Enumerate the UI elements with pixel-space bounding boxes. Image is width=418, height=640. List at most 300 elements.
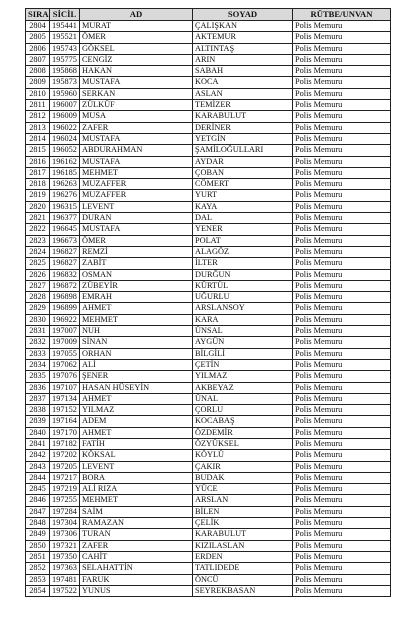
header-row bbox=[26, 9, 391, 21]
cell-sira: 2850 bbox=[26, 540, 50, 551]
cell-rutbe-unvan: Polis Memuru bbox=[293, 32, 391, 43]
cell-sira: 2816 bbox=[26, 156, 50, 167]
cell-sira: 2805 bbox=[26, 32, 50, 43]
table-row bbox=[26, 133, 391, 144]
cell-ad: MUSTAFA bbox=[80, 77, 193, 88]
cell-sira: 2811 bbox=[26, 100, 50, 111]
cell-sicil: 196024 bbox=[50, 133, 80, 144]
cell-sicil: 197152 bbox=[50, 405, 80, 416]
cell-ad: MURAT bbox=[80, 21, 193, 32]
cell-sira: 2831 bbox=[26, 326, 50, 337]
cell-sira: 2846 bbox=[26, 495, 50, 506]
cell-soyad: İLTER bbox=[193, 258, 293, 269]
table-row bbox=[26, 213, 391, 224]
cell-sira: 2849 bbox=[26, 529, 50, 540]
cell-ad: FARUK bbox=[80, 574, 193, 585]
cell-sira: 2817 bbox=[26, 167, 50, 178]
cell-rutbe-unvan: Polis Memuru bbox=[293, 54, 391, 65]
cell-soyad: DERİNER bbox=[193, 122, 293, 133]
cell-sira: 2847 bbox=[26, 506, 50, 517]
cell-ad: ORHAN bbox=[80, 348, 193, 359]
table-row bbox=[26, 495, 391, 506]
cell-soyad: ÇETİN bbox=[193, 359, 293, 370]
table-row bbox=[26, 190, 391, 201]
cell-sicil: 197217 bbox=[50, 472, 80, 483]
table-row bbox=[26, 258, 391, 269]
cell-sicil: 197363 bbox=[50, 563, 80, 574]
cell-rutbe-unvan: Polis Memuru bbox=[293, 540, 391, 551]
cell-ad: SERKAN bbox=[80, 88, 193, 99]
cell-soyad: KARABULUT bbox=[193, 529, 293, 540]
cell-ad: MEHMET bbox=[80, 495, 193, 506]
cell-rutbe-unvan: Polis Memuru bbox=[293, 21, 391, 32]
table-row bbox=[26, 574, 391, 585]
table-row bbox=[26, 427, 391, 438]
cell-soyad: CÖMERT bbox=[193, 179, 293, 190]
cell-soyad: ÇELİK bbox=[193, 518, 293, 529]
cell-rutbe-unvan: Polis Memuru bbox=[293, 574, 391, 585]
cell-sira: 2829 bbox=[26, 303, 50, 314]
cell-soyad: KAYA bbox=[193, 201, 293, 212]
cell-ad: SAİM bbox=[80, 506, 193, 517]
cell-sira: 2819 bbox=[26, 190, 50, 201]
cell-rutbe-unvan: Polis Memuru bbox=[293, 88, 391, 99]
cell-soyad: ALTINTAŞ bbox=[193, 43, 293, 54]
cell-sira: 2814 bbox=[26, 133, 50, 144]
cell-soyad: BUDAK bbox=[193, 472, 293, 483]
cell-rutbe-unvan: Polis Memuru bbox=[293, 359, 391, 370]
cell-ad: CENGİZ bbox=[80, 54, 193, 65]
table-row bbox=[26, 269, 391, 280]
cell-soyad: UĞURLU bbox=[193, 292, 293, 303]
cell-soyad: KÜRTÜL bbox=[193, 280, 293, 291]
cell-rutbe-unvan: Polis Memuru bbox=[293, 337, 391, 348]
cell-soyad: ARSLANSOY bbox=[193, 303, 293, 314]
cell-sicil: 196315 bbox=[50, 201, 80, 212]
cell-ad: DURAN bbox=[80, 213, 193, 224]
cell-rutbe-unvan: Polis Memuru bbox=[293, 450, 391, 461]
cell-ad: TURAN bbox=[80, 529, 193, 540]
cell-rutbe-unvan: Polis Memuru bbox=[293, 201, 391, 212]
cell-sicil: 197481 bbox=[50, 574, 80, 585]
cell-rutbe-unvan: Polis Memuru bbox=[293, 111, 391, 122]
cell-ad: MUZAFFER bbox=[80, 190, 193, 201]
table-row bbox=[26, 167, 391, 178]
cell-sira: 2837 bbox=[26, 393, 50, 404]
cell-sicil: 197522 bbox=[50, 585, 80, 596]
table-row bbox=[26, 450, 391, 461]
table-row bbox=[26, 371, 391, 382]
cell-rutbe-unvan: Polis Memuru bbox=[293, 393, 391, 404]
cell-soyad: TATLIDEDE bbox=[193, 563, 293, 574]
cell-rutbe-unvan: Polis Memuru bbox=[293, 224, 391, 235]
cell-sicil: 195873 bbox=[50, 77, 80, 88]
cell-ad: ALİ bbox=[80, 359, 193, 370]
table-row bbox=[26, 438, 391, 449]
cell-rutbe-unvan: Polis Memuru bbox=[293, 213, 391, 224]
cell-sicil: 197350 bbox=[50, 551, 80, 562]
cell-soyad: KOCA bbox=[193, 77, 293, 88]
cell-ad: SİNAN bbox=[80, 337, 193, 348]
cell-soyad: KARABULUT bbox=[193, 111, 293, 122]
cell-rutbe-unvan: Polis Memuru bbox=[293, 563, 391, 574]
cell-sira: 2835 bbox=[26, 371, 50, 382]
cell-sicil: 196052 bbox=[50, 145, 80, 156]
cell-soyad: ÇAKIR bbox=[193, 461, 293, 472]
cell-rutbe-unvan: Polis Memuru bbox=[293, 506, 391, 517]
cell-rutbe-unvan: Polis Memuru bbox=[293, 258, 391, 269]
cell-sira: 2833 bbox=[26, 348, 50, 359]
cell-soyad: YENER bbox=[193, 224, 293, 235]
cell-rutbe-unvan: Polis Memuru bbox=[293, 66, 391, 77]
cell-sicil: 197107 bbox=[50, 382, 80, 393]
cell-rutbe-unvan: Polis Memuru bbox=[293, 269, 391, 280]
table-row bbox=[26, 529, 391, 540]
cell-sicil: 196898 bbox=[50, 292, 80, 303]
cell-sira: 2843 bbox=[26, 461, 50, 472]
cell-sira: 2818 bbox=[26, 179, 50, 190]
cell-sira: 2832 bbox=[26, 337, 50, 348]
cell-sicil: 197055 bbox=[50, 348, 80, 359]
document-page bbox=[25, 8, 390, 597]
cell-ad: MEHMET bbox=[80, 167, 193, 178]
cell-rutbe-unvan: Polis Memuru bbox=[293, 326, 391, 337]
cell-sicil: 196162 bbox=[50, 156, 80, 167]
header-soyad: SOYAD bbox=[193, 9, 293, 21]
cell-soyad: ÖZDEMİR bbox=[193, 427, 293, 438]
cell-sicil: 197062 bbox=[50, 359, 80, 370]
cell-sira: 2852 bbox=[26, 563, 50, 574]
cell-sira: 2824 bbox=[26, 246, 50, 257]
cell-sicil: 197284 bbox=[50, 506, 80, 517]
cell-sira: 2841 bbox=[26, 438, 50, 449]
cell-sicil: 196185 bbox=[50, 167, 80, 178]
table-header bbox=[26, 9, 391, 21]
cell-rutbe-unvan: Polis Memuru bbox=[293, 551, 391, 562]
table-row bbox=[26, 540, 391, 551]
cell-sira: 2809 bbox=[26, 77, 50, 88]
table-row bbox=[26, 32, 391, 43]
cell-sicil: 197306 bbox=[50, 529, 80, 540]
cell-sicil: 197009 bbox=[50, 337, 80, 348]
cell-sira: 2823 bbox=[26, 235, 50, 246]
header-sira: SIRA bbox=[26, 9, 50, 21]
cell-sicil: 196009 bbox=[50, 111, 80, 122]
cell-rutbe-unvan: Polis Memuru bbox=[293, 77, 391, 88]
cell-ad: ŞENER bbox=[80, 371, 193, 382]
table-row bbox=[26, 145, 391, 156]
table-row bbox=[26, 405, 391, 416]
cell-sira: 2826 bbox=[26, 269, 50, 280]
cell-sicil: 196022 bbox=[50, 122, 80, 133]
cell-ad: ABDURAHMAN bbox=[80, 145, 193, 156]
header-sicil: SİCİL bbox=[50, 9, 80, 21]
cell-soyad: AKTEMUR bbox=[193, 32, 293, 43]
cell-rutbe-unvan: Polis Memuru bbox=[293, 43, 391, 54]
header-ad: AD bbox=[80, 9, 193, 21]
cell-sicil: 197164 bbox=[50, 416, 80, 427]
table-row bbox=[26, 88, 391, 99]
cell-sicil: 197170 bbox=[50, 427, 80, 438]
table-row bbox=[26, 416, 391, 427]
table-row bbox=[26, 111, 391, 122]
cell-rutbe-unvan: Polis Memuru bbox=[293, 382, 391, 393]
table-row bbox=[26, 201, 391, 212]
cell-soyad: YETGİN bbox=[193, 133, 293, 144]
cell-rutbe-unvan: Polis Memuru bbox=[293, 179, 391, 190]
table-row bbox=[26, 122, 391, 133]
table-row bbox=[26, 314, 391, 325]
table-row bbox=[26, 54, 391, 65]
cell-soyad: BİLGİLİ bbox=[193, 348, 293, 359]
cell-rutbe-unvan: Polis Memuru bbox=[293, 518, 391, 529]
cell-rutbe-unvan: Polis Memuru bbox=[293, 585, 391, 596]
cell-rutbe-unvan: Polis Memuru bbox=[293, 472, 391, 483]
cell-sicil: 195960 bbox=[50, 88, 80, 99]
cell-sira: 2840 bbox=[26, 427, 50, 438]
table-row bbox=[26, 179, 391, 190]
cell-soyad: SEYREKBASAN bbox=[193, 585, 293, 596]
cell-soyad: SABAH bbox=[193, 66, 293, 77]
table-row bbox=[26, 472, 391, 483]
cell-sira: 2827 bbox=[26, 280, 50, 291]
cell-sira: 2839 bbox=[26, 416, 50, 427]
cell-sicil: 197134 bbox=[50, 393, 80, 404]
cell-ad: MUSA bbox=[80, 111, 193, 122]
cell-sira: 2822 bbox=[26, 224, 50, 235]
cell-sira: 2848 bbox=[26, 518, 50, 529]
cell-sira: 2838 bbox=[26, 405, 50, 416]
cell-ad: MUSTAFA bbox=[80, 133, 193, 144]
cell-sira: 2830 bbox=[26, 314, 50, 325]
table-row bbox=[26, 551, 391, 562]
cell-sira: 2825 bbox=[26, 258, 50, 269]
cell-soyad: ERDEN bbox=[193, 551, 293, 562]
table-row bbox=[26, 66, 391, 77]
cell-soyad: ARIN bbox=[193, 54, 293, 65]
cell-ad: OSMAN bbox=[80, 269, 193, 280]
cell-sira: 2820 bbox=[26, 201, 50, 212]
cell-rutbe-unvan: Polis Memuru bbox=[293, 292, 391, 303]
cell-rutbe-unvan: Polis Memuru bbox=[293, 484, 391, 495]
table-row bbox=[26, 303, 391, 314]
cell-sira: 2854 bbox=[26, 585, 50, 596]
table-row bbox=[26, 461, 391, 472]
cell-soyad: YURT bbox=[193, 190, 293, 201]
cell-rutbe-unvan: Polis Memuru bbox=[293, 348, 391, 359]
table-row bbox=[26, 43, 391, 54]
personnel-table bbox=[25, 8, 391, 597]
cell-sicil: 196832 bbox=[50, 269, 80, 280]
cell-rutbe-unvan: Polis Memuru bbox=[293, 100, 391, 111]
cell-soyad: YÜCE bbox=[193, 484, 293, 495]
cell-ad: ZAFER bbox=[80, 540, 193, 551]
cell-sicil: 195521 bbox=[50, 32, 80, 43]
cell-sicil: 197304 bbox=[50, 518, 80, 529]
cell-sicil: 197202 bbox=[50, 450, 80, 461]
table-row bbox=[26, 246, 391, 257]
cell-sicil: 195441 bbox=[50, 21, 80, 32]
cell-soyad: BİLEN bbox=[193, 506, 293, 517]
cell-soyad: AYGÜN bbox=[193, 337, 293, 348]
table-row bbox=[26, 337, 391, 348]
cell-ad: MUSTAFA bbox=[80, 156, 193, 167]
cell-sicil: 195868 bbox=[50, 66, 80, 77]
cell-soyad: ÇORLU bbox=[193, 405, 293, 416]
cell-soyad: DURĞUN bbox=[193, 269, 293, 280]
cell-sicil: 196377 bbox=[50, 213, 80, 224]
cell-sira: 2834 bbox=[26, 359, 50, 370]
cell-rutbe-unvan: Polis Memuru bbox=[293, 133, 391, 144]
cell-sira: 2842 bbox=[26, 450, 50, 461]
cell-sicil: 196922 bbox=[50, 314, 80, 325]
cell-ad: ZAFER bbox=[80, 122, 193, 133]
table-row bbox=[26, 393, 391, 404]
cell-soyad: POLAT bbox=[193, 235, 293, 246]
cell-rutbe-unvan: Polis Memuru bbox=[293, 190, 391, 201]
cell-sira: 2806 bbox=[26, 43, 50, 54]
cell-rutbe-unvan: Polis Memuru bbox=[293, 495, 391, 506]
cell-ad: MUZAFFER bbox=[80, 179, 193, 190]
cell-ad: ÖMER bbox=[80, 32, 193, 43]
cell-ad: CAHİT bbox=[80, 551, 193, 562]
cell-sicil: 196827 bbox=[50, 258, 80, 269]
cell-sira: 2844 bbox=[26, 472, 50, 483]
cell-sira: 2851 bbox=[26, 551, 50, 562]
cell-sicil: 197255 bbox=[50, 495, 80, 506]
cell-rutbe-unvan: Polis Memuru bbox=[293, 122, 391, 133]
cell-rutbe-unvan: Polis Memuru bbox=[293, 427, 391, 438]
table-row bbox=[26, 100, 391, 111]
table-row bbox=[26, 348, 391, 359]
cell-rutbe-unvan: Polis Memuru bbox=[293, 314, 391, 325]
cell-sira: 2812 bbox=[26, 111, 50, 122]
cell-soyad: ÖNCÜ bbox=[193, 574, 293, 585]
cell-rutbe-unvan: Polis Memuru bbox=[293, 461, 391, 472]
cell-ad: MUSTAFA bbox=[80, 224, 193, 235]
cell-ad: ZÜLKÜF bbox=[80, 100, 193, 111]
table-row bbox=[26, 280, 391, 291]
cell-sicil: 197219 bbox=[50, 484, 80, 495]
table-row bbox=[26, 156, 391, 167]
cell-soyad: TEMİZER bbox=[193, 100, 293, 111]
cell-soyad: ALAGÖZ bbox=[193, 246, 293, 257]
cell-sira: 2808 bbox=[26, 66, 50, 77]
cell-sicil: 196276 bbox=[50, 190, 80, 201]
table-body bbox=[26, 21, 391, 597]
table-row bbox=[26, 224, 391, 235]
cell-ad: ZÜBEYİR bbox=[80, 280, 193, 291]
cell-ad: ÖMER bbox=[80, 235, 193, 246]
cell-ad: AHMET bbox=[80, 393, 193, 404]
cell-sicil: 196007 bbox=[50, 100, 80, 111]
cell-ad: KÖKSAL bbox=[80, 450, 193, 461]
cell-sicil: 197007 bbox=[50, 326, 80, 337]
cell-sicil: 197076 bbox=[50, 371, 80, 382]
cell-sira: 2804 bbox=[26, 21, 50, 32]
cell-soyad: ÜNAL bbox=[193, 393, 293, 404]
cell-soyad: ÇALIŞKAN bbox=[193, 21, 293, 32]
table-row bbox=[26, 326, 391, 337]
cell-sira: 2836 bbox=[26, 382, 50, 393]
table-row bbox=[26, 585, 391, 596]
cell-sicil: 196899 bbox=[50, 303, 80, 314]
cell-rutbe-unvan: Polis Memuru bbox=[293, 145, 391, 156]
table-row bbox=[26, 359, 391, 370]
cell-sicil: 196872 bbox=[50, 280, 80, 291]
cell-soyad: KOCABAŞ bbox=[193, 416, 293, 427]
cell-rutbe-unvan: Polis Memuru bbox=[293, 405, 391, 416]
cell-sira: 2815 bbox=[26, 145, 50, 156]
cell-ad: AHMET bbox=[80, 303, 193, 314]
cell-rutbe-unvan: Polis Memuru bbox=[293, 246, 391, 257]
cell-ad: BORA bbox=[80, 472, 193, 483]
cell-ad: YUNUS bbox=[80, 585, 193, 596]
cell-rutbe-unvan: Polis Memuru bbox=[293, 371, 391, 382]
cell-soyad: ARSLAN bbox=[193, 495, 293, 506]
cell-sicil: 196673 bbox=[50, 235, 80, 246]
cell-ad: LEVENT bbox=[80, 461, 193, 472]
cell-ad: HASAN HÜSEYİN bbox=[80, 382, 193, 393]
table-row bbox=[26, 484, 391, 495]
cell-soyad: ASLAN bbox=[193, 88, 293, 99]
cell-ad: GÖKSEL bbox=[80, 43, 193, 54]
cell-ad: EMRAH bbox=[80, 292, 193, 303]
cell-sira: 2828 bbox=[26, 292, 50, 303]
cell-rutbe-unvan: Polis Memuru bbox=[293, 529, 391, 540]
cell-rutbe-unvan: Polis Memuru bbox=[293, 303, 391, 314]
cell-sicil: 195743 bbox=[50, 43, 80, 54]
cell-sicil: 197182 bbox=[50, 438, 80, 449]
cell-sira: 2821 bbox=[26, 213, 50, 224]
cell-ad: HAKAN bbox=[80, 66, 193, 77]
cell-ad: ADEM bbox=[80, 416, 193, 427]
cell-ad: FATİH bbox=[80, 438, 193, 449]
cell-rutbe-unvan: Polis Memuru bbox=[293, 280, 391, 291]
cell-soyad: ÖZYÜKSEL bbox=[193, 438, 293, 449]
cell-rutbe-unvan: Polis Memuru bbox=[293, 416, 391, 427]
cell-sicil: 196263 bbox=[50, 179, 80, 190]
cell-sicil: 197321 bbox=[50, 540, 80, 551]
cell-sira: 2813 bbox=[26, 122, 50, 133]
cell-soyad: KÖYLÜ bbox=[193, 450, 293, 461]
cell-ad: ZABİT bbox=[80, 258, 193, 269]
table-row bbox=[26, 292, 391, 303]
cell-ad: SELAHATTİN bbox=[80, 563, 193, 574]
cell-sira: 2853 bbox=[26, 574, 50, 585]
cell-sira: 2807 bbox=[26, 54, 50, 65]
cell-rutbe-unvan: Polis Memuru bbox=[293, 235, 391, 246]
cell-rutbe-unvan: Polis Memuru bbox=[293, 438, 391, 449]
cell-sicil: 195775 bbox=[50, 54, 80, 65]
cell-soyad: ŞAMİLOĞULLARI bbox=[193, 145, 293, 156]
cell-ad: ALİ RIZA bbox=[80, 484, 193, 495]
cell-sira: 2810 bbox=[26, 88, 50, 99]
table-row bbox=[26, 21, 391, 32]
cell-sira: 2845 bbox=[26, 484, 50, 495]
cell-ad: YILMAZ bbox=[80, 405, 193, 416]
cell-soyad: ÇOBAN bbox=[193, 167, 293, 178]
table-row bbox=[26, 235, 391, 246]
cell-ad: NUH bbox=[80, 326, 193, 337]
cell-sicil: 196645 bbox=[50, 224, 80, 235]
cell-sicil: 196827 bbox=[50, 246, 80, 257]
cell-soyad: YILMAZ bbox=[193, 371, 293, 382]
cell-soyad: AKBEYAZ bbox=[193, 382, 293, 393]
table-row bbox=[26, 518, 391, 529]
cell-ad: AHMET bbox=[80, 427, 193, 438]
cell-ad: LEVENT bbox=[80, 201, 193, 212]
